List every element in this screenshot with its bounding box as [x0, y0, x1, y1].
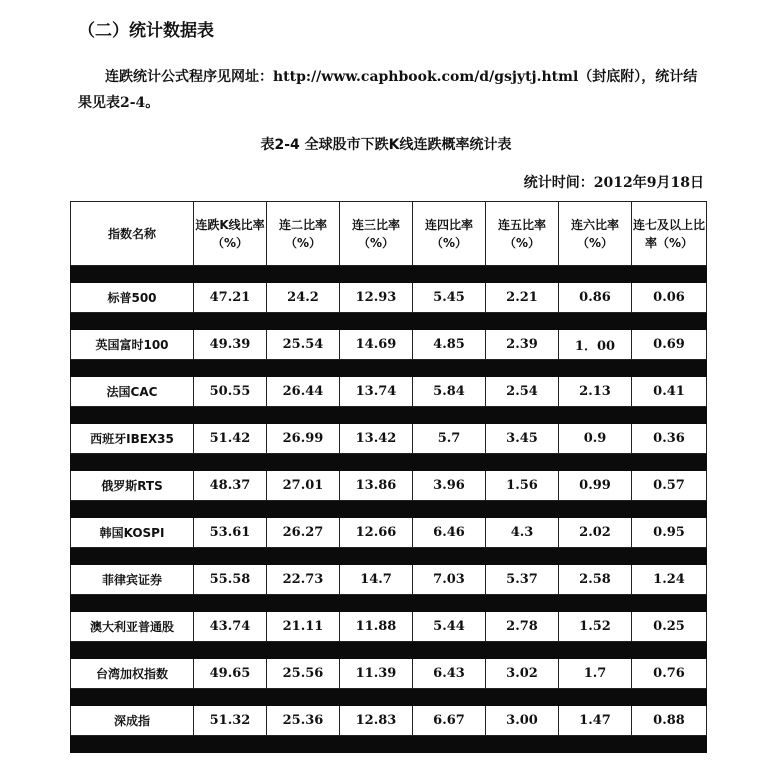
table-row [71, 330, 707, 360]
index-name-cell: 法国CAC [71, 377, 194, 407]
index-name-cell: 标普500 [71, 283, 194, 313]
ratio-cell: 24.2 [267, 283, 340, 313]
ratio-cell: 2.02 [559, 518, 632, 548]
separator-band-cell [71, 689, 707, 706]
ratio-cell: 0.76 [632, 659, 707, 689]
ratio-cell: 47.21 [194, 283, 267, 313]
ratio-cell: 55.58 [194, 565, 267, 595]
ratio-cell: 26.44 [267, 377, 340, 407]
ratio-cell: 21.11 [267, 612, 340, 642]
ratio-cell: 0.57 [632, 471, 707, 501]
separator-band [71, 548, 707, 565]
table-row [71, 706, 707, 736]
ratio-cell: 43.74 [194, 612, 267, 642]
ratio-cell: 53.61 [194, 518, 267, 548]
ratio-cell: 5.45 [413, 283, 486, 313]
ratio-cell: 0.36 [632, 424, 707, 454]
table-row [71, 471, 707, 501]
ratio-cell: 13.86 [340, 471, 413, 501]
table-row [71, 565, 707, 595]
separator-band-cell [71, 313, 707, 330]
table-row [71, 659, 707, 689]
ratio-cell: 5.44 [413, 612, 486, 642]
separator-band [71, 501, 707, 518]
stat-time: 统计时间：2012年9月18日 [523, 175, 704, 191]
statistics-table [70, 201, 707, 753]
index-name-cell: 深成指 [71, 706, 194, 736]
ratio-cell: 51.42 [194, 424, 267, 454]
ratio-cell: 1.47 [559, 706, 632, 736]
separator-band [71, 736, 707, 753]
ratio-cell: 14.69 [340, 330, 413, 360]
ratio-cell: 27.01 [267, 471, 340, 501]
ratio-cell: 3.00 [486, 706, 559, 736]
separator-band-cell [71, 454, 707, 471]
ratio-cell: 14.7 [340, 565, 413, 595]
ratio-cell: 12.66 [340, 518, 413, 548]
separator-band-cell [71, 736, 707, 753]
ratio-cell: 0.88 [632, 706, 707, 736]
ratio-cell: 2.13 [559, 377, 632, 407]
ratio-cell: 11.88 [340, 612, 413, 642]
separator-band [71, 689, 707, 706]
table-body [71, 266, 707, 753]
separator-band-cell [71, 407, 707, 424]
ratio-cell: 13.74 [340, 377, 413, 407]
ratio-cell: 1.52 [559, 612, 632, 642]
separator-band-cell [71, 501, 707, 518]
ratio-cell: 26.27 [267, 518, 340, 548]
table-row [71, 377, 707, 407]
ratio-cell: 0.25 [632, 612, 707, 642]
ratio-cell: 11.39 [340, 659, 413, 689]
ratio-cell: 25.56 [267, 659, 340, 689]
ratio-cell: 22.73 [267, 565, 340, 595]
index-name-cell: 韩国KOSPI [71, 518, 194, 548]
table-header-row [71, 202, 707, 266]
ratio-cell: 1.24 [632, 565, 707, 595]
ratio-cell: 26.99 [267, 424, 340, 454]
separator-band [71, 407, 707, 424]
separator-band [71, 313, 707, 330]
table-row [71, 612, 707, 642]
table-caption: 表2-4 全球股市下跌K线连跌概率统计表 [260, 137, 512, 153]
separator-band [71, 642, 707, 659]
ratio-cell: 48.37 [194, 471, 267, 501]
separator-band-cell [71, 266, 707, 283]
separator-band [71, 266, 707, 283]
column-header: 连四比率（%） [413, 202, 486, 266]
ratio-cell: 1.56 [486, 471, 559, 501]
separator-band [71, 454, 707, 471]
column-header: 连跌K线比率（%） [194, 202, 267, 266]
ratio-cell: 6.46 [413, 518, 486, 548]
ratio-cell: 13.42 [340, 424, 413, 454]
index-name-cell: 台湾加权指数 [71, 659, 194, 689]
ratio-cell: 4.85 [413, 330, 486, 360]
ratio-cell: 2.21 [486, 283, 559, 313]
table-row [71, 424, 707, 454]
separator-band [71, 360, 707, 377]
column-header: 连六比率（%） [559, 202, 632, 266]
column-header: 指数名称 [71, 202, 194, 266]
separator-band-cell [71, 360, 707, 377]
table-row [71, 518, 707, 548]
ratio-cell: 0.95 [632, 518, 707, 548]
ratio-cell: 0.69 [632, 330, 707, 360]
section-heading: （二）统计数据表 [78, 21, 214, 41]
ratio-cell: 3.96 [413, 471, 486, 501]
ratio-cell: 12.93 [340, 283, 413, 313]
ratio-cell: 4.3 [486, 518, 559, 548]
ratio-cell: 6.43 [413, 659, 486, 689]
ratio-cell: 50.55 [194, 377, 267, 407]
column-header: 连五比率（%） [486, 202, 559, 266]
ratio-cell: 12.83 [340, 706, 413, 736]
index-name-cell: 英国富时100 [71, 330, 194, 360]
ratio-cell: 2.39 [486, 330, 559, 360]
index-name-cell: 俄罗斯RTS [71, 471, 194, 501]
ratio-cell: 0.99 [559, 471, 632, 501]
ratio-cell: 5.7 [413, 424, 486, 454]
index-name-cell: 西班牙IBEX35 [71, 424, 194, 454]
column-header: 连三比率（%） [340, 202, 413, 266]
separator-band-cell [71, 595, 707, 612]
separator-band-cell [71, 642, 707, 659]
ratio-cell: 3.02 [486, 659, 559, 689]
separator-band-cell [71, 548, 707, 565]
ratio-cell: 49.39 [194, 330, 267, 360]
ratio-cell: 6.67 [413, 706, 486, 736]
ratio-cell: 25.36 [267, 706, 340, 736]
index-name-cell: 澳大利亚普通股 [71, 612, 194, 642]
ratio-cell: 1.7 [559, 659, 632, 689]
table-row [71, 283, 707, 313]
ratio-cell: 7.03 [413, 565, 486, 595]
ratio-cell: 5.37 [486, 565, 559, 595]
column-header: 连二比率（%） [267, 202, 340, 266]
separator-band [71, 595, 707, 612]
ratio-cell: 3.45 [486, 424, 559, 454]
ratio-cell: 0.06 [632, 283, 707, 313]
ratio-cell: 1．00 [559, 330, 632, 360]
index-name-cell: 菲律宾证券 [71, 565, 194, 595]
ratio-cell: 0.9 [559, 424, 632, 454]
ratio-cell: 0.86 [559, 283, 632, 313]
ratio-cell: 2.54 [486, 377, 559, 407]
ratio-cell: 2.58 [559, 565, 632, 595]
ratio-cell: 49.65 [194, 659, 267, 689]
column-header: 连七及以上比率（%） [632, 202, 707, 266]
intro-paragraph: 连跌统计公式程序见网址：http://www.caphbook.com/d/gsjytj.html（封底附），统计结果见表2-4。 [78, 69, 698, 111]
ratio-cell: 2.78 [486, 612, 559, 642]
ratio-cell: 51.32 [194, 706, 267, 736]
ratio-cell: 0.41 [632, 377, 707, 407]
ratio-cell: 5.84 [413, 377, 486, 407]
ratio-cell: 25.54 [267, 330, 340, 360]
